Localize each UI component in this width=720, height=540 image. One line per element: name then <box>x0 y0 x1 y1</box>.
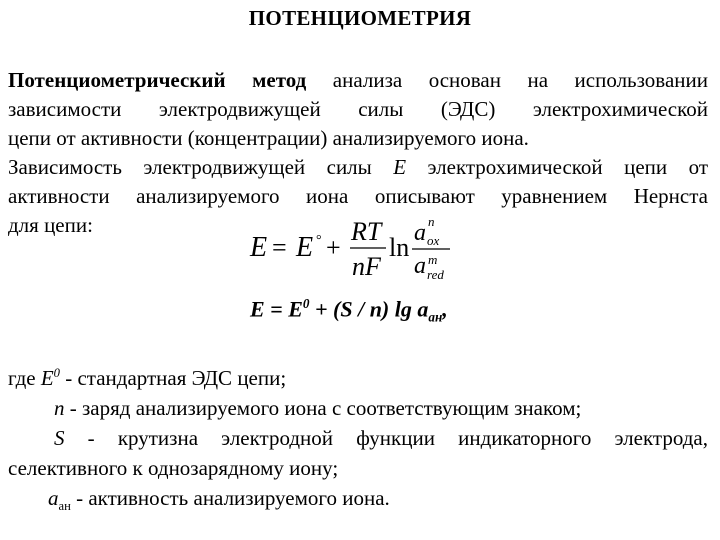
symbol-a-sub: ан <box>58 499 71 514</box>
symbol-E0: E <box>40 366 54 390</box>
eq-E0: E <box>296 232 314 263</box>
definition-E0: где $E^0$ - стандартная ЭДС цепи; <box>8 366 287 390</box>
eq-plus: + <box>326 233 341 262</box>
page-title: ПОТЕНЦИОМЕТРИЯ <box>248 6 472 30</box>
simplified-nernst-equation: $E = E^0 + (S / n)$ $\lg a_{ан}$, <box>250 296 448 325</box>
symbol-S: S <box>54 426 65 450</box>
para2-line3: для цепи: <box>8 213 93 237</box>
eq-a-ox-sub: ox <box>427 233 440 248</box>
definition-S-continued: селективного к однозарядному иону; <box>8 456 339 480</box>
para1-line3: цепи от активности (концентрации) анализируемого иона. <box>8 126 529 150</box>
para1-line2: зависимости электродвижущей силы (ЭДС) электрохимической <box>8 97 708 121</box>
eq-degree: ° <box>316 233 322 248</box>
definition-S: S - крутизна электродной функции индикаторного электрода, <box>54 426 708 450</box>
eq2-superscript: 0 <box>302 296 310 311</box>
paragraph-method-definition <box>8 66 708 153</box>
emf-symbol: E <box>393 155 407 179</box>
para2-line1a: Зависимость электродвижущей силы <box>8 155 394 179</box>
term-potentiometric-method: Потенциометрический метод <box>8 68 307 92</box>
eq-nF: nF <box>352 252 381 281</box>
definition-a: $a_{ан}$ - активность анализируемого иона. <box>48 486 390 514</box>
eq-RT: RT <box>351 217 382 246</box>
eq-a-red-power: m <box>428 252 438 267</box>
eq2-subscript: ан <box>428 309 443 325</box>
definition-n: n - заряд анализируемого иона с соответствующим знаком; <box>54 396 582 420</box>
para1-line1-rest: анализа основан на использовании <box>306 68 708 92</box>
eq-a-red-sub: red <box>427 267 444 282</box>
eq-a-red: a <box>414 253 426 279</box>
para2-line2: активности анализируемого иона описывают уравнением Нернста <box>8 184 708 208</box>
definitions-list <box>8 358 708 521</box>
para2-line1b: электрохимической цепи от <box>406 155 709 179</box>
eq-a-ox-power: n <box>428 214 435 229</box>
eq-a-ox: a <box>414 220 426 246</box>
eq-E: E <box>250 232 268 263</box>
eq-equals: = <box>272 233 287 262</box>
symbol-a: a <box>48 486 59 510</box>
nernst-equation <box>246 212 476 284</box>
eq-ln: ln <box>389 233 410 262</box>
symbol-n: n <box>54 396 65 420</box>
